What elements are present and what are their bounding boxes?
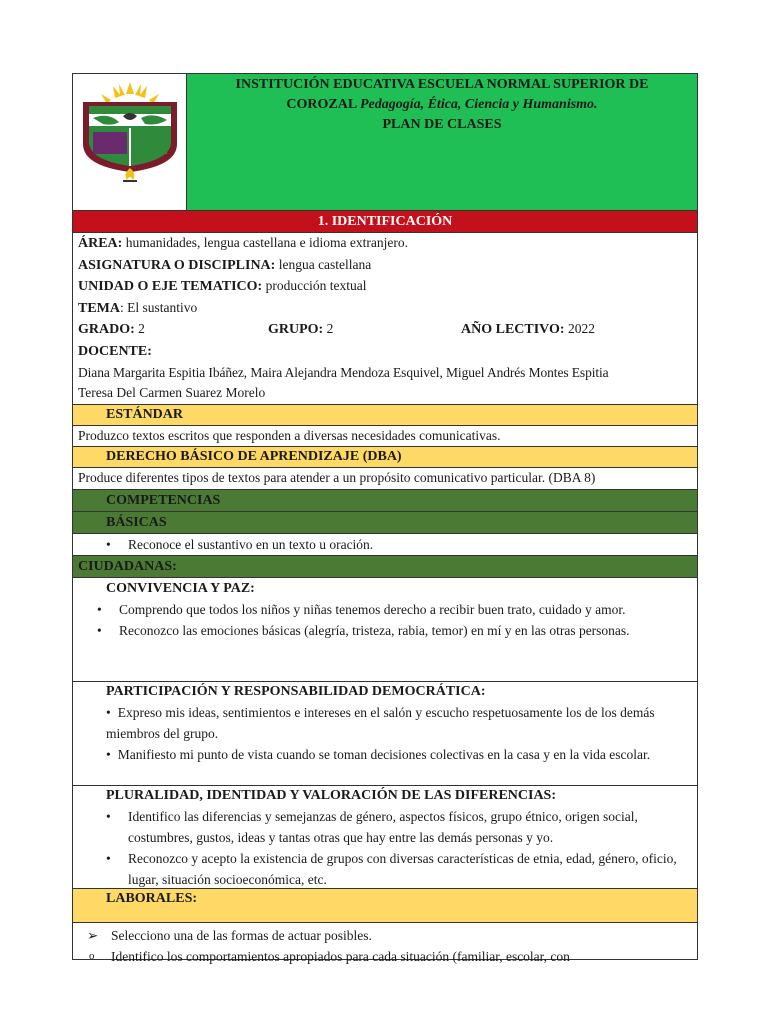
competencias-heading: COMPETENCIAS — [72, 490, 698, 512]
ciudadanas-heading: CIUDADANAS: — [72, 556, 698, 578]
document-header — [72, 73, 698, 211]
list-item: • Reconozco y acepto la existencia de grupos con diversas características de etnia, edad, género, oficio, lugar, situación socioeconómica, etc. — [73, 848, 697, 890]
pluralidad-heading: PLURALIDAD, IDENTIDAD Y VALORACIÓN DE LAS DIFERENCIAS: — [106, 787, 557, 803]
list-item: • Reconozco las emociones básicas (alegría, tristeza, rabia, temor) en mí y en las otras personas. — [73, 620, 697, 641]
basicas-heading: BÁSICAS — [72, 512, 698, 534]
basicas-list — [72, 534, 698, 556]
estandar-heading: ESTÁNDAR — [72, 405, 698, 426]
list-item: • Manifiesto mi punto de vista cuando se toman decisiones colectivas en la casa y en la vida escolar. — [106, 746, 651, 762]
identificacion-body — [72, 233, 698, 405]
docentes-line1: Diana Margarita Espitia Ibáñez, Maira Alejandra Mendoza Esquivel, Miguel Andrés Montes Espitia — [78, 364, 609, 380]
list-item: ➢ Selecciono una de las formas de actuar posibles. — [73, 925, 697, 946]
asignatura-line: ASIGNATURA O DISCIPLINA: lengua castellana — [78, 256, 372, 273]
institution-line1: INSTITUCIÓN EDUCATIVA ESCUELA NORMAL SUPERIOR DE — [235, 77, 649, 92]
list-item: • Expreso mis ideas, sentimientos e intereses en el salón y escucho respetuosamente los de los demás miembros del grupo. — [106, 704, 655, 741]
plan-title: PLAN DE CLASES — [382, 117, 502, 132]
pluralidad-section — [72, 786, 698, 889]
area-line: ÁREA: humanidades, lengua castellana e idioma extranjero. — [78, 235, 408, 251]
estandar-text: Produzco textos escritos que responden a diversas necesidades comunicativas. — [72, 426, 698, 448]
school-crest-logo — [73, 74, 187, 210]
list-item: o Identifico los comportamientos apropiados para cada situación (familiar, escolar, con — [73, 946, 697, 967]
identificacion-heading: 1. IDENTIFICACIÓN — [72, 211, 698, 233]
grado-field: GRADO: 2 — [78, 321, 145, 338]
convivencia-heading: CONVIVENCIA Y PAZ: — [106, 580, 255, 596]
list-item: • Reconoce el sustantivo en un texto u oración. — [73, 534, 697, 555]
institution-motto: Pedagogía, Ética, Ciencia y Humanismo. — [359, 97, 598, 112]
laborales-heading: LABORALES: — [72, 889, 698, 923]
participacion-heading: PARTICIPACIÓN Y RESPONSABILIDAD DEMOCRÁTICA: — [106, 683, 486, 699]
grupo-field: GRUPO: 2 — [268, 321, 334, 338]
grado-grupo-ano-line — [78, 319, 692, 341]
participacion-section — [72, 682, 698, 786]
dba-heading: DERECHO BÁSICO DE APRENDIZAJE (DBA) — [72, 447, 698, 468]
arrow-bullet-icon: ➢ — [87, 927, 99, 943]
institution-line2: COROZAL Pedagogía, Ética, Ciencia y Humanismo. — [286, 97, 598, 112]
tema-line: TEMA: El sustantivo — [78, 299, 198, 316]
laborales-list — [72, 923, 698, 964]
docente-label: DOCENTE: — [78, 343, 152, 359]
unidad-line: UNIDAD O EJE TEMATICO: producción textual — [78, 278, 367, 295]
bullet-icon: • — [106, 746, 111, 762]
circle-bullet-icon: o — [89, 949, 95, 962]
list-item: • Identifico las diferencias y semejanzas de género, aspectos físicos, grupo étnico, origen social, costumbres, gustos, ideas y tantas otras que hay entre las demás personas y yo. — [73, 806, 697, 848]
dba-text: Produce diferentes tipos de textos para atender a un propósito comunicativo particular. (DBA 8) — [72, 468, 698, 490]
ano-lectivo-field: AÑO LECTIVO: 2022 — [461, 321, 595, 338]
institution-title — [187, 74, 697, 210]
convivencia-section — [72, 578, 698, 682]
crest-icon — [73, 74, 187, 212]
list-item: • Comprendo que todos los niños y niñas tenemos derecho a recibir buen trato, cuidado y amor. — [73, 599, 697, 620]
plan-document — [72, 73, 698, 964]
bullet-icon: • — [106, 704, 111, 720]
docentes-line2: Teresa Del Carmen Suarez Morelo — [78, 385, 266, 401]
